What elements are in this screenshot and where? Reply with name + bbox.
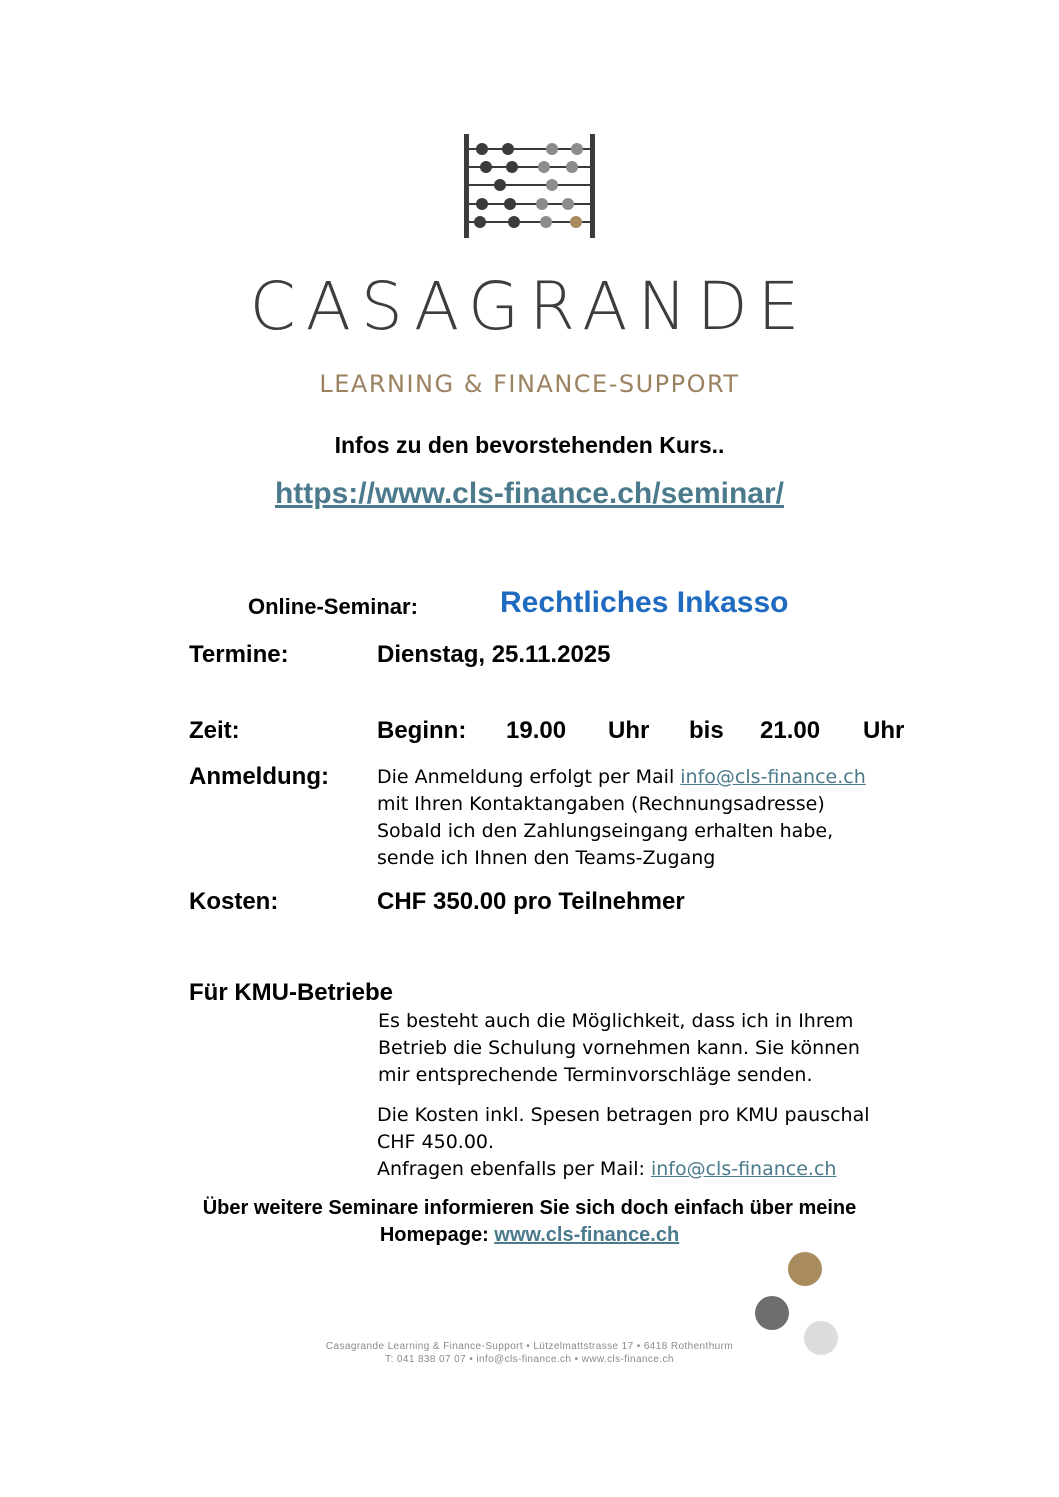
zeit-label: Zeit: bbox=[189, 717, 240, 744]
footer-line1: Über weitere Seminare informieren Sie sich doch einfach über meine bbox=[202, 1197, 857, 1219]
kosten-label: Kosten: bbox=[189, 888, 279, 915]
anmeldung-line1: Die Anmeldung erfolgt per Mail bbox=[377, 766, 681, 788]
termine-label: Termine: bbox=[189, 641, 289, 668]
zeit-end-time: 21.00 bbox=[760, 717, 821, 744]
zeit-bis: bis bbox=[689, 717, 724, 744]
kmu-p1-line3: mir entsprechende Terminvorschläge senden. bbox=[378, 1064, 813, 1086]
kmu-heading: Für KMU-Betriebe bbox=[189, 979, 394, 1006]
decor-circle-dark-icon bbox=[755, 1296, 789, 1330]
anmeldung-line2: mit Ihren Kontaktangaben (Rechnungsadresse) bbox=[377, 793, 825, 815]
seminar-title: Rechtliches Inkasso bbox=[500, 586, 789, 619]
kosten-value: CHF 350.00 pro Teilnehmer bbox=[377, 888, 685, 915]
anmeldung-line3: Sobald ich den Zahlungseingang erhalten habe, bbox=[377, 820, 834, 842]
kmu-paragraph-2 bbox=[377, 1102, 870, 1183]
brand-tagline: LEARNING & FINANCE-SUPPORT bbox=[319, 370, 740, 398]
abacus-logo-icon bbox=[462, 132, 598, 240]
kmu-paragraph-1 bbox=[378, 1008, 860, 1089]
footer-address: Casagrande Learning & Finance-Support • Lützelmattstrasse 17 • 6418 Rothenthurm bbox=[325, 1341, 734, 1352]
zeit-start-time: 19.00 bbox=[506, 717, 567, 744]
seminar-label: Online-Seminar: bbox=[248, 594, 418, 619]
kmu-p2-line3: Anfragen ebenfalls per Mail: bbox=[377, 1158, 651, 1180]
footer-homepage-link[interactable]: www.cls-finance.ch bbox=[494, 1224, 680, 1246]
kmu-p2-line1: Die Kosten inkl. Spesen betragen pro KMU pauschal bbox=[377, 1104, 870, 1126]
footer-contact: T: 041 838 07 07 • info@cls-finance.ch • www.cls-finance.ch bbox=[385, 1354, 674, 1365]
intro-heading: Infos zu den bevorstehenden Kurs.. bbox=[334, 432, 725, 458]
brand-name: CASAGRANDE bbox=[249, 268, 810, 345]
decor-circle-gold-icon bbox=[788, 1252, 822, 1286]
seminar-link[interactable]: https://www.cls-finance.ch/seminar/ bbox=[274, 477, 784, 510]
footer-homepage-label: Homepage: bbox=[379, 1224, 495, 1246]
anmeldung-text bbox=[377, 764, 866, 872]
kmu-p1-line1: Es besteht auch die Möglichkeit, dass ich in Ihrem bbox=[378, 1010, 854, 1032]
zeit-uhr-2: Uhr bbox=[863, 717, 905, 744]
termine-value: Dienstag, 25.11.2025 bbox=[377, 641, 611, 668]
anmeldung-line4: sende ich Ihnen den Teams-Zugang bbox=[377, 847, 716, 869]
footer-line2 bbox=[0, 1224, 1059, 1247]
zeit-uhr-1: Uhr bbox=[608, 717, 650, 744]
zeit-begin: Beginn: bbox=[377, 717, 467, 744]
anmeldung-email-link[interactable]: info@cls-finance.ch bbox=[680, 766, 866, 788]
kmu-email-link[interactable]: info@cls-finance.ch bbox=[650, 1158, 837, 1180]
kmu-p1-line2: Betrieb die Schulung vornehmen kann. Sie können bbox=[378, 1037, 860, 1059]
kmu-p2-line2: CHF 450.00. bbox=[377, 1131, 495, 1153]
anmeldung-label: Anmeldung: bbox=[189, 763, 329, 790]
